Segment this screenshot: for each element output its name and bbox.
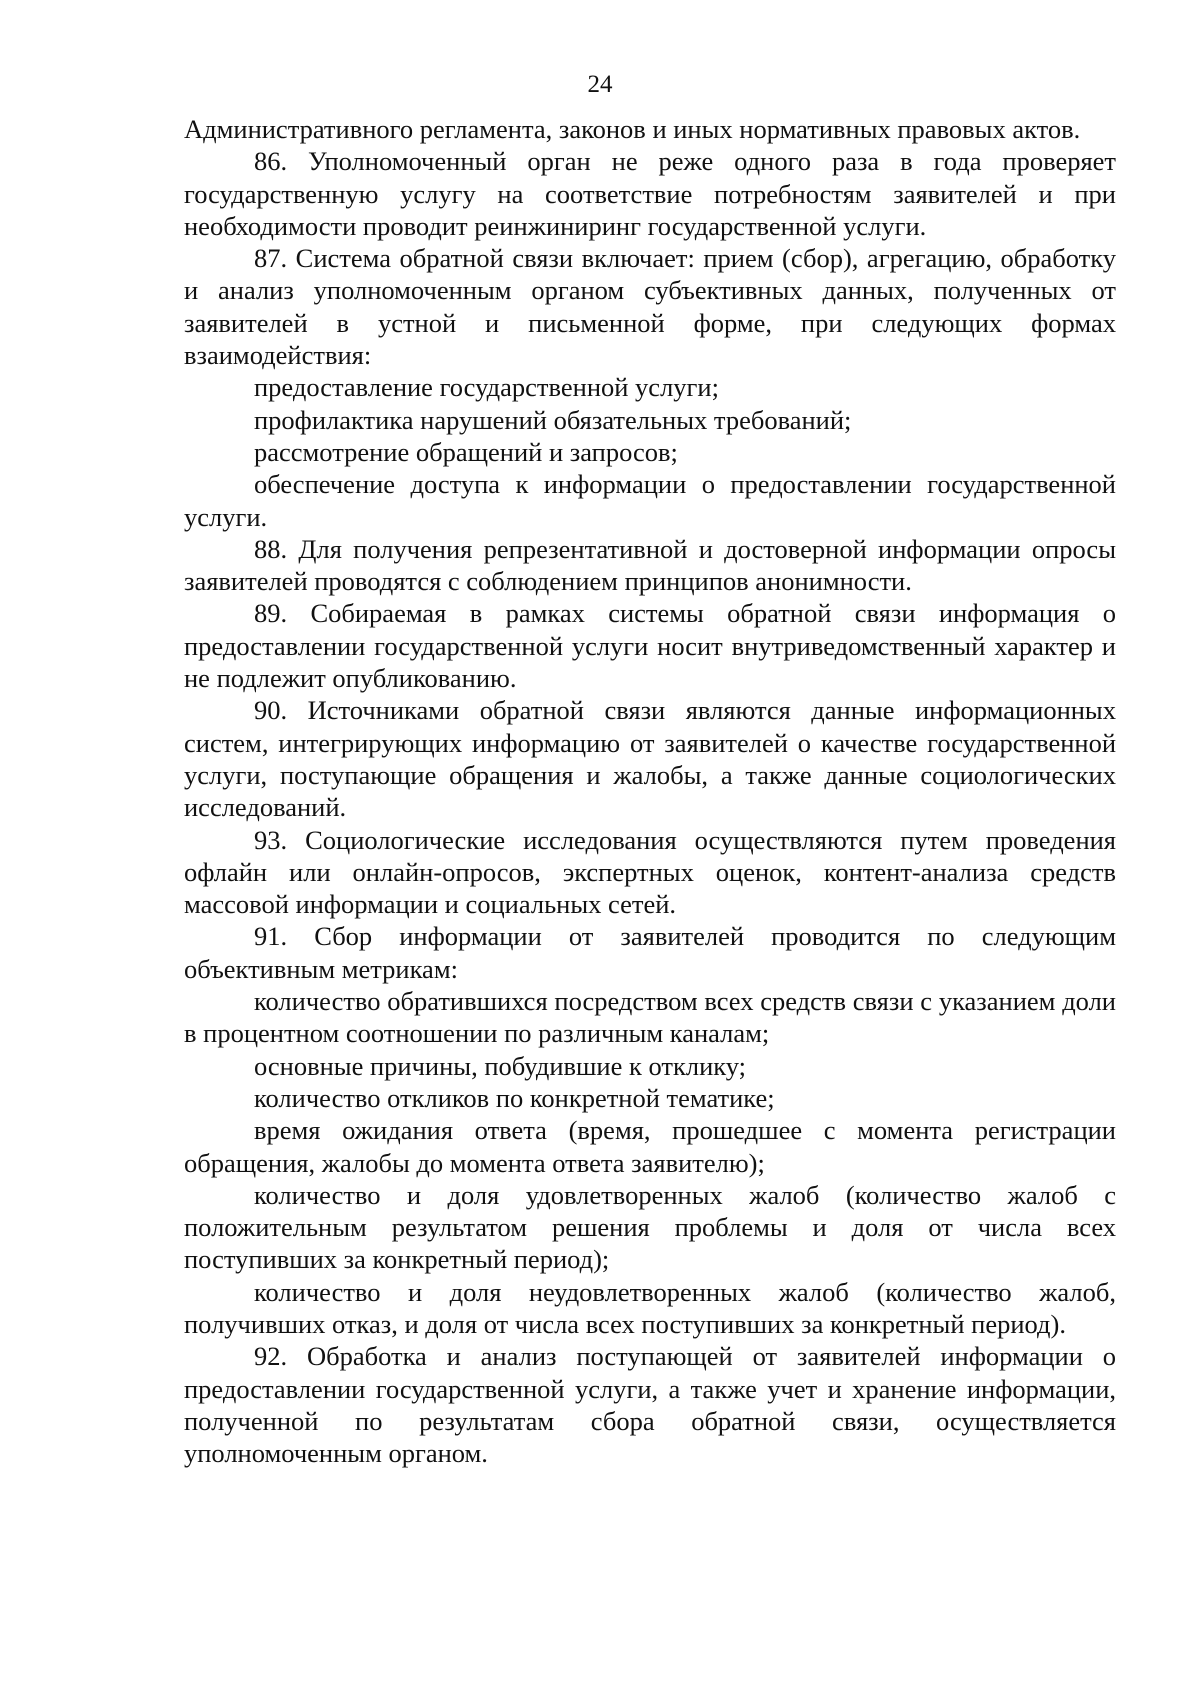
metric-item-main-reasons: основные причины, побудившие к отклику; — [254, 1050, 747, 1081]
page-number: 24 — [587, 71, 613, 98]
paragraph-91: 91. Сбор информации от заявителей проводится по следующим объективным метрикам: — [184, 921, 1116, 984]
paragraph-continuation: Административного регламента, законов и иных нормативных правовых актов. — [184, 114, 1081, 144]
paragraph-86: 86. Уполномоченный орган не реже одного раза в года проверяет государственную услугу на соответствие потребностям заявителей и при необходимости проводит реинжиниринг государственной услуги. — [184, 146, 1116, 241]
paragraph-90: 90. Источниками обратной связи являются данные информационных систем, интегрирующих информацию от заявителей о качестве государственной услуги, поступающие обращения и жалобы, а также данные социологических исследований. — [184, 695, 1116, 823]
list-item-violation-prevention: профилактика нарушений обязательных требований; — [254, 404, 852, 435]
metric-item-response-time: время ожидания ответа (время, прошедшее с момента регистрации обращения, жалобы до момента ответа заявителю); — [184, 1115, 1116, 1178]
list-item-service-provision: предоставление государственной услуги; — [254, 372, 719, 403]
paragraph-93: 93. Социологические исследования осуществляются путем проведения офлайн или онлайн-опросов, экспертных оценок, контент-анализа средств массовой информации и социальных сетей. — [184, 824, 1116, 920]
metric-item-unsatisfied-complaints: количество и доля неудовлетворенных жалоб (количество жалоб, получивших отказ, и доля от числа всех поступивших за конкретный период). — [184, 1276, 1116, 1339]
paragraph-92: 92. Обработка и анализ поступающей от заявителей информации о предоставлении государственной услуги, а также учет и хранение информации, полученной по результатам сбора обратной связи, осуществляется уполномоченным органом. — [184, 1341, 1116, 1469]
list-item-information-access: обеспечение доступа к информации о предоставлении государственной услуги. — [184, 469, 1116, 532]
metric-item-topic-responses: количество откликов по конкретной тематике; — [254, 1082, 775, 1113]
metric-item-contacts-count: количество обратившихся посредством всех средств связи с указанием доли в процентном соотношении по различным каналам; — [184, 986, 1116, 1049]
metric-item-satisfied-complaints: количество и доля удовлетворенных жалоб (количество жалоб с положительным результатом решения проблемы и доля от числа всех поступивших за конкретный период); — [184, 1179, 1116, 1275]
paragraph-87: 87. Система обратной связи включает: прием (сбор), агрегацию, обработку и анализ уполномоченным органом субъективных данных, полученных от заявителей в устной и письменной форме, при следующих формах взаимодействия: — [184, 243, 1116, 371]
list-item-appeals-review: рассмотрение обращений и запросов; — [254, 436, 678, 467]
paragraph-89: 89. Собираемая в рамках системы обратной связи информация о предоставлении государственной услуги носит внутриведомственный характер и не подлежит опубликованию. — [184, 598, 1116, 694]
document-body — [184, 113, 1116, 1469]
paragraph-88: 88. Для получения репрезентативной и достоверной информации опросы заявителей проводятся с соблюдением принципов анонимности. — [184, 533, 1116, 597]
